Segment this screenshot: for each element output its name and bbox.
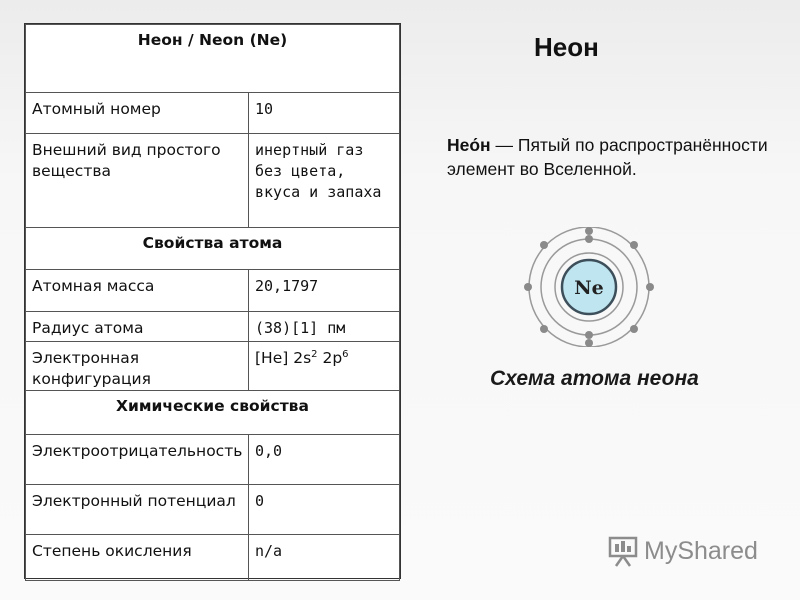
section-chemical-properties: Химические свойства	[26, 391, 400, 435]
section-atom-properties: Свойства атома	[26, 228, 400, 270]
table-row	[26, 134, 400, 228]
row-label-electronegativity: Электроотрицательность	[26, 435, 249, 485]
row-label-appearance: Внешний вид простого вещества	[26, 134, 249, 228]
row-label-atomic-number: Атомный номер	[26, 93, 249, 134]
config-sup-p: 6	[342, 348, 349, 360]
row-value-electron-config	[249, 342, 400, 391]
neon-atom-diagram	[519, 227, 659, 347]
table-row	[26, 435, 400, 485]
table-row	[26, 485, 400, 535]
table-title: Неон / Neon (Ne)	[26, 25, 400, 93]
row-label-electron-potential: Электронный потенциал	[26, 485, 249, 535]
row-value-electronegativity: 0,0	[249, 435, 400, 485]
config-mid: 2p	[317, 349, 343, 367]
row-value-atomic-mass: 20,1797	[249, 270, 400, 312]
table-row	[26, 270, 400, 312]
electron	[585, 227, 593, 235]
electron	[630, 241, 638, 249]
electron	[646, 283, 654, 291]
element-properties-table	[24, 23, 401, 579]
slide-title: Неон	[534, 32, 599, 62]
description-text: — Пятый по распространённости элемент во Вселенной.	[447, 135, 768, 179]
row-label-atomic-mass: Атомная масса	[26, 270, 249, 312]
table-row	[26, 25, 400, 93]
logo-text: MyShared	[644, 536, 758, 565]
atom-caption: Схема атома неона	[490, 367, 699, 390]
table-row	[26, 93, 400, 134]
row-label-oxidation-state: Степень окисления	[26, 535, 249, 581]
row-value-electron-potential: 0	[249, 485, 400, 535]
table-row	[26, 342, 400, 391]
description-term: Нео́н	[447, 135, 491, 155]
table-row	[26, 535, 400, 581]
row-value-atomic-radius: (38)[1] пм	[249, 312, 400, 342]
row-label-atomic-radius: Радиус атома	[26, 312, 249, 342]
row-value-appearance: инертный газ без цвета, вкуса и запаха	[249, 134, 400, 228]
properties-table	[25, 24, 400, 581]
myshared-logo	[606, 534, 758, 568]
electron	[630, 325, 638, 333]
electron	[540, 241, 548, 249]
presentation-board-icon	[606, 534, 640, 568]
config-base: [He] 2s	[255, 349, 312, 367]
row-value-atomic-number: 10	[249, 93, 400, 134]
atom-svg	[519, 227, 659, 347]
electron	[524, 283, 532, 291]
table-row	[26, 391, 400, 435]
electron	[585, 339, 593, 347]
row-label-electron-config: Электронная конфигурация	[26, 342, 249, 391]
nucleus-symbol: Ne	[574, 277, 604, 299]
row-value-oxidation-state: n/a	[249, 535, 400, 581]
electron	[585, 235, 593, 243]
element-description	[447, 133, 777, 181]
table-row	[26, 228, 400, 270]
table-row	[26, 312, 400, 342]
electron	[585, 331, 593, 339]
electron	[540, 325, 548, 333]
config-sup-s: 2	[311, 348, 318, 360]
